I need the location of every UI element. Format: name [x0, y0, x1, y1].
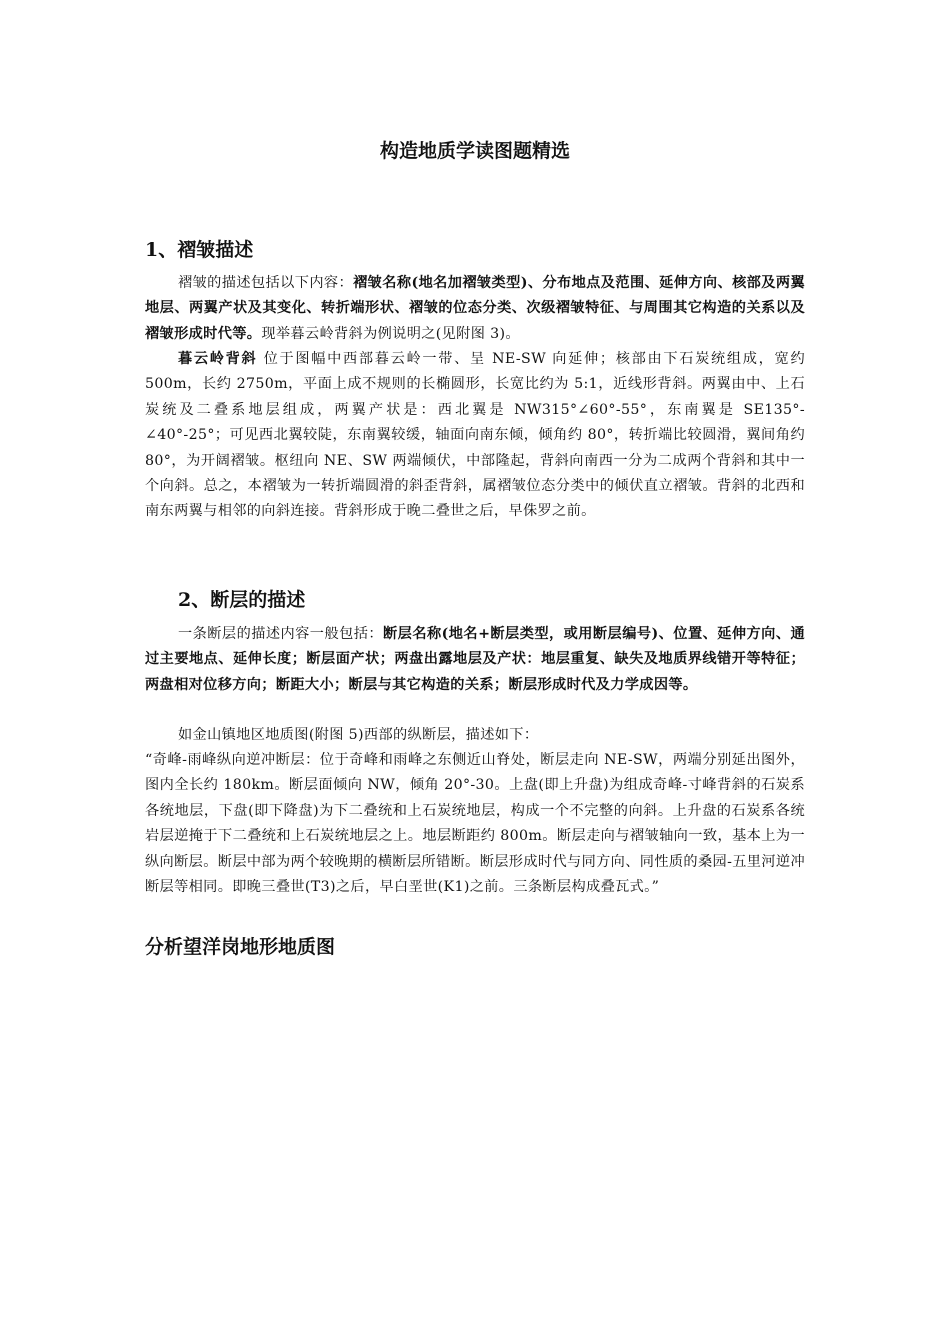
- paragraph-qifeng-fault-quote: “奇峰-雨峰纵向逆冲断层：位于奇峰和雨峰之东侧近山脊处，断层走向 NE-SW，两端分别延出图外，图内全长约 180km。断层面倾向 NW，倾角 20°-30。上盘(即上升盘)为组成奇峰-寸峰背斜的石炭系各统地层，下盘(即下降盘)为下二叠统和上石炭统地层，构成一个不完整的向斜。上升盘的石炭系各统岩层逆掩于下二叠统和上石炭统地层之上。地层断距约 800m。断层走向与褶皱轴向一致，基本上为一纵向断层。断层中部为两个较晚期的横断层所错断。断层形成时代与同方向、同性质的桑园-五里河逆冲断层等相同。即晚三叠世(T3)之后，早白垩世(K1)之前。三条断层构成叠瓦式。”: [145, 752, 805, 896]
- paragraph-muyunling-anticline: [145, 347, 805, 525]
- section-heading-wangyanggang: 分析望洋岗地形地质图: [145, 936, 336, 958]
- anticline-name: 暮云岭背斜: [178, 351, 258, 367]
- page-title: 构造地质学读图题精选: [379, 140, 570, 162]
- paragraph-jinshan-intro: 如金山镇地区地质图(附图 5)西部的纵断层，描述如下：: [178, 727, 539, 743]
- fold-intro-tail: 现举暮云岭背斜为例说明之(见附图 3)。: [261, 325, 520, 342]
- fold-intro-lead: 褶皱的描述包括以下内容：: [178, 275, 354, 291]
- fold-intro-bold: 褶皱名称(地名加褶皱类型)、分布地点及范围、延伸方向、核部及两翼地层、两翼产状及其变化、转折端形状、褶皱的位态分类、次级褶皱特征、与周围其它构造的关系以及褶皱形成时代等。: [145, 275, 805, 342]
- paragraph-fold-description: [145, 271, 805, 347]
- fault-intro-lead: 一条断层的描述内容一般包括：: [178, 626, 384, 642]
- anticline-text: 位于图幅中西部暮云岭一带、呈 NE-SW 向延伸；核部由下石炭统组成，宽约 500m，长约 2750m，平面上成不规则的长椭圆形，长宽比约为 5:1，近线形背斜。两翼由中、上石炭统及二叠系地层组成，两翼产状是：西北翼是 NW315°∠60°-55°，东南翼是 SE135°-∠40°-25°；可见西北翼较陡，东南翼较缓，轴面向南东倾，倾角约 80°，转折端比较圆滑，翼间角约 80°，为开阔褶皱。枢纽向 NE、SW 两端倾伏，中部隆起，背斜向南西一分为二成两个背斜和其中一个向斜。总之，本褶皱为一转折端圆滑的斜歪背斜，属褶皱位态分类中的倾伏直立褶皱。背斜的北西和南东两翼与相邻的向斜连接。背斜形成于晚二叠世之后，早侏罗之前。: [145, 351, 805, 520]
- section-heading-faults: 2、断层的描述: [178, 589, 306, 611]
- fault-intro-bold: 断层名称(地名+断层类型，或用断层编号)、位置、延伸方向、通过主要地点、延伸长度；断层面产状；两盘出露地层及产状：地层重复、缺失及地质界线错开等特征；两盘相对位移方向；断距大小；断层与其它构造的关系；断层形成时代及力学成因等。: [145, 626, 805, 693]
- paragraph-fault-description: [145, 622, 805, 698]
- section-heading-folds: 1、褶皱描述: [145, 239, 254, 261]
